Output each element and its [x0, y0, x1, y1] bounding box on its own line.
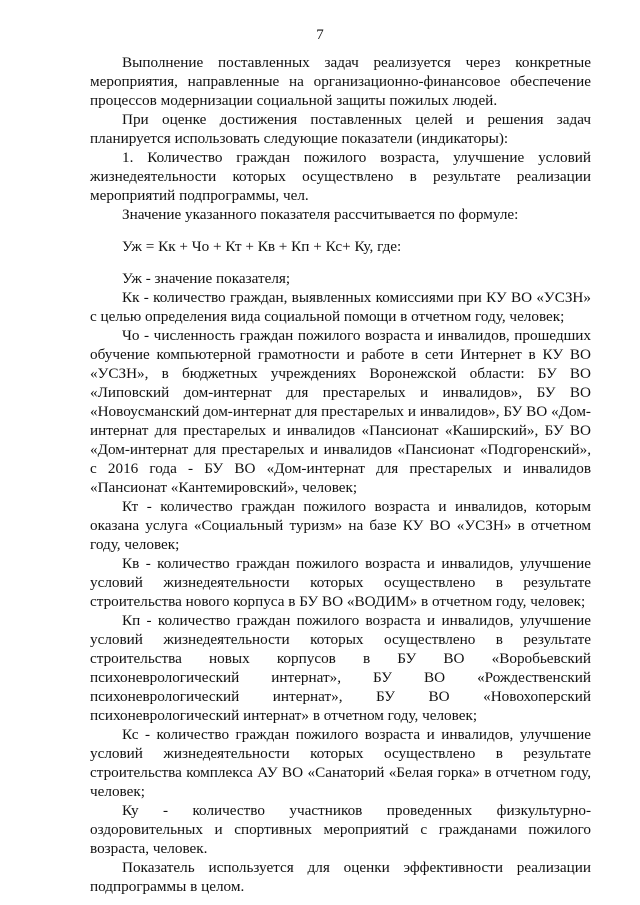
- paragraph-usage: Показатель используется для оценки эффективности реализации подпрограммы в целом.: [90, 859, 591, 895]
- paragraph-indicator-1: 1. Количество граждан пожилого возраста, улучшение условий жизнедеятельности которых осуществлено в результате реализации мероприятий подпрограммы, чел.: [90, 149, 591, 204]
- formula: Уж = Кк + Чо + Кт + Кв + Кп + Кс+ Ку, где:: [122, 238, 402, 255]
- definition-ks: Кс - количество граждан пожилого возраста и инвалидов, улучшение условий жизнедеятельности которых осуществлено в результате строительства комплекса АУ ВО «Санаторий «Белая горка» в отчетном году, человек;: [90, 726, 591, 800]
- definition-ku: Ку - количество участников проведенных физкультурно-оздоровительных и спортивных мероприятий с гражданами пожилого возраста, человек.: [90, 802, 591, 857]
- page-number: 7: [316, 27, 324, 43]
- definition-kp: Кп - количество граждан пожилого возраста и инвалидов, улучшение условий жизнедеятельности которых осуществлено в результате строительства новых корпусов в БУ ВО «Воробьевский психоневрологический интернат», БУ ВО «Рождественский психоневрологический интернат», БУ ВО «Новохоперский психоневрологический интернат» в отчетном году, человек;: [90, 612, 591, 724]
- definition-kk: Кк - количество граждан, выявленных комиссиями при КУ ВО «УСЗН» с целью определения вида социальной помощи в отчетном году, человек;: [90, 289, 591, 325]
- document-body: [90, 53, 591, 896]
- definition-kt: Кт - количество граждан пожилого возраста и инвалидов, которым оказана услуга «Социальный туризм» на базе КУ ВО «УСЗН» в отчетном году, человек;: [90, 498, 591, 553]
- paragraph-indicators: При оценке достижения поставленных целей и решения задач планируется использовать следующие показатели (индикаторы):: [90, 111, 591, 147]
- definition-kv: Кв - количество граждан пожилого возраста и инвалидов, улучшение условий жизнедеятельности которых осуществлено в результате строительства нового корпуса в БУ ВО «ВОДИМ» в отчетном году, человек;: [90, 555, 591, 610]
- definition-cho: Чо - численность граждан пожилого возраста и инвалидов, прошедших обучение компьютерной грамотности и работе в сети Интернет в КУ ВО «УСЗН», в бюджетных учреждениях Воронежской области: БУ ВО «Липовский дом-интернат для престарелых и инвалидов», БУ ВО «Новоусманский дом-интернат для престарелых и инвалидов», БУ ВО «Дом-интернат для престарелых и инвалидов «Пансионат «Каширский», БУ ВО «Дом-интернат для престарелых и инвалидов «Пансионат «Подгоренский», с 2016 года - БУ ВО «Дом-интернат для престарелых и инвалидов «Пансионат «Кантемировский», человек;: [90, 327, 591, 496]
- paragraph-formula-intro: Значение указанного показателя рассчитывается по формуле:: [122, 206, 519, 223]
- paragraph-intro: Выполнение поставленных задач реализуется через конкретные мероприятия, направленные на организационно-финансовое обеспечение процессов модернизации социальной защиты пожилых людей.: [90, 54, 591, 109]
- definition-uzh: Уж - значение показателя;: [122, 270, 291, 287]
